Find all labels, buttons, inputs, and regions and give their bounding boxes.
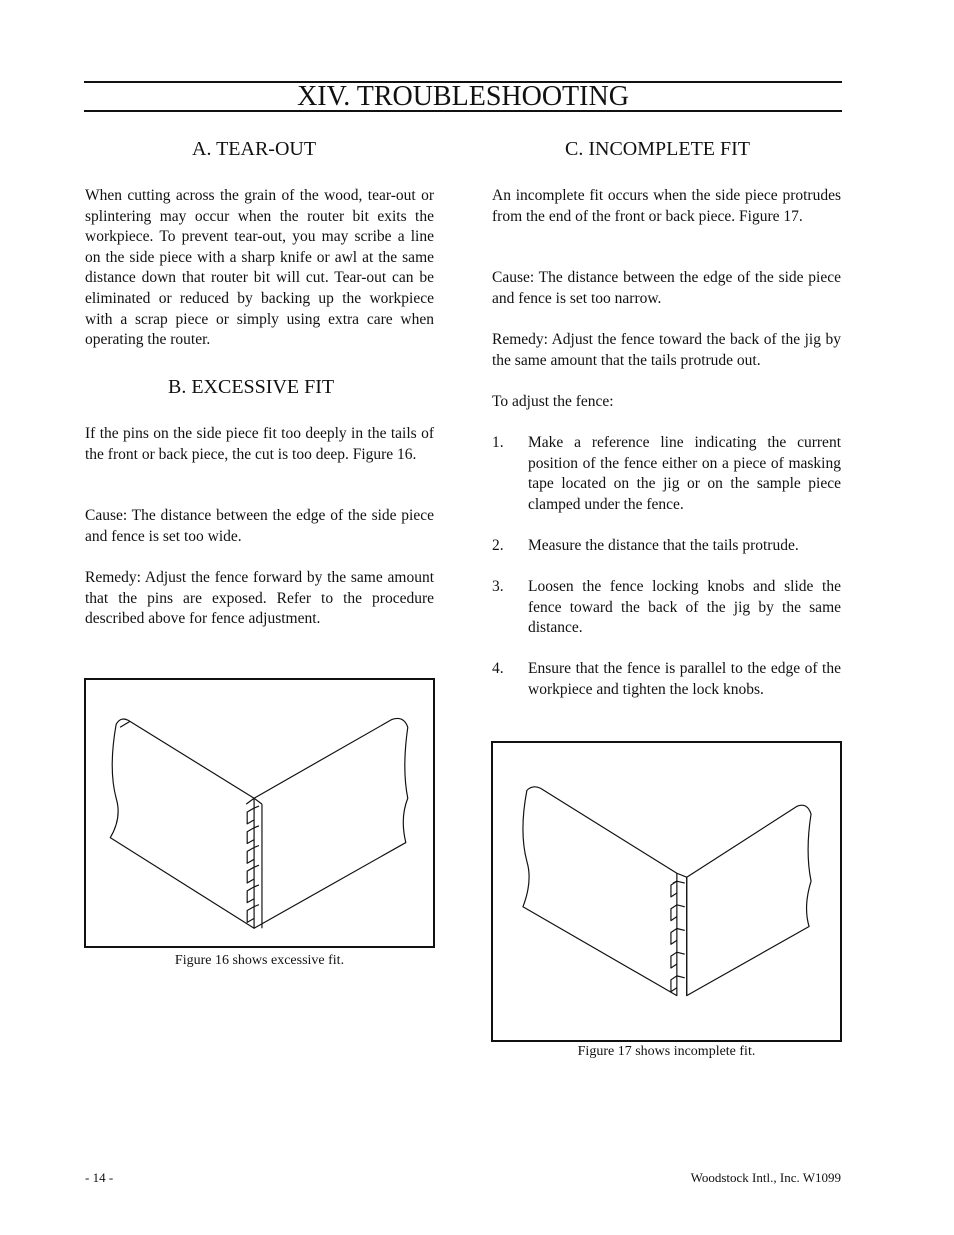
page-number: - 14 - (85, 1170, 114, 1185)
figure-16 (84, 678, 435, 948)
figure-17 (491, 741, 842, 1042)
figure-17-illustration (493, 743, 840, 1040)
section-c-paragraph-4: To adjust the fence: (492, 393, 614, 410)
step-number: 4. (492, 660, 504, 677)
section-b-paragraph-2: Cause: The distance between the edge of the side piece and fence is set too wide. (85, 507, 434, 545)
step-text: Loosen the fence locking knobs and slide the fence toward the back of the jig by the same distance. (528, 578, 841, 637)
figure-16-illustration (86, 680, 433, 946)
section-c-paragraph-2: Cause: The distance between the edge of the side piece and fence is set too narrow. (492, 269, 841, 307)
section-a-heading: A. TEAR-OUT (192, 138, 317, 160)
section-b-paragraph-3: Remedy: Adjust the fence forward by the same amount that the pins are exposed. Refer to the procedure described above for fence adjustment. (85, 569, 434, 628)
step-text: Make a reference line indicating the current position of the fence either on a piece of masking tape located on the jig or on the sample piece clamped under the fence. (528, 434, 841, 513)
section-c-paragraph-3: Remedy: Adjust the fence toward the back of the jig by the same amount that the tails protrude out. (492, 331, 841, 369)
section-c-paragraph-1: An incomplete fit occurs when the side piece protrudes from the end of the front or back piece. Figure 17. (492, 187, 841, 225)
footer-company: Woodstock Intl., Inc. W1099 (690, 1170, 841, 1185)
section-c-heading: C. INCOMPLETE FIT (565, 138, 750, 160)
figure-17-caption: Figure 17 shows incomplete fit. (577, 1044, 756, 1059)
step-text: Measure the distance that the tails protrude. (528, 537, 799, 554)
figure-16-caption: Figure 16 shows excessive fit. (174, 953, 345, 968)
step-number: 2. (492, 537, 504, 554)
section-a-body: When cutting across the grain of the wood, tear-out or splintering may occur when the router bit exits the workpiece. To prevent tear-out, you may scribe a line on the side piece with a sharp knife or awl at the same distance down that router bit will cut. Tear-out can be eliminated or reduced by backing up the workpiece with a scrap piece or simply using extra care when operating the router. (85, 187, 434, 349)
title-rule-bottom (84, 110, 842, 112)
step-number: 3. (492, 578, 504, 595)
step-text: Ensure that the fence is parallel to the edge of the workpiece and tighten the lock knobs. (528, 660, 841, 698)
page-title: XIV. TROUBLESHOOTING (297, 81, 629, 112)
step-number: 1. (492, 434, 504, 451)
section-b-paragraph-1: If the pins on the side piece fit too deeply in the tails of the front or back piece, the cut is too deep. Figure 16. (85, 425, 434, 463)
section-b-heading: B. EXCESSIVE FIT (168, 376, 335, 398)
